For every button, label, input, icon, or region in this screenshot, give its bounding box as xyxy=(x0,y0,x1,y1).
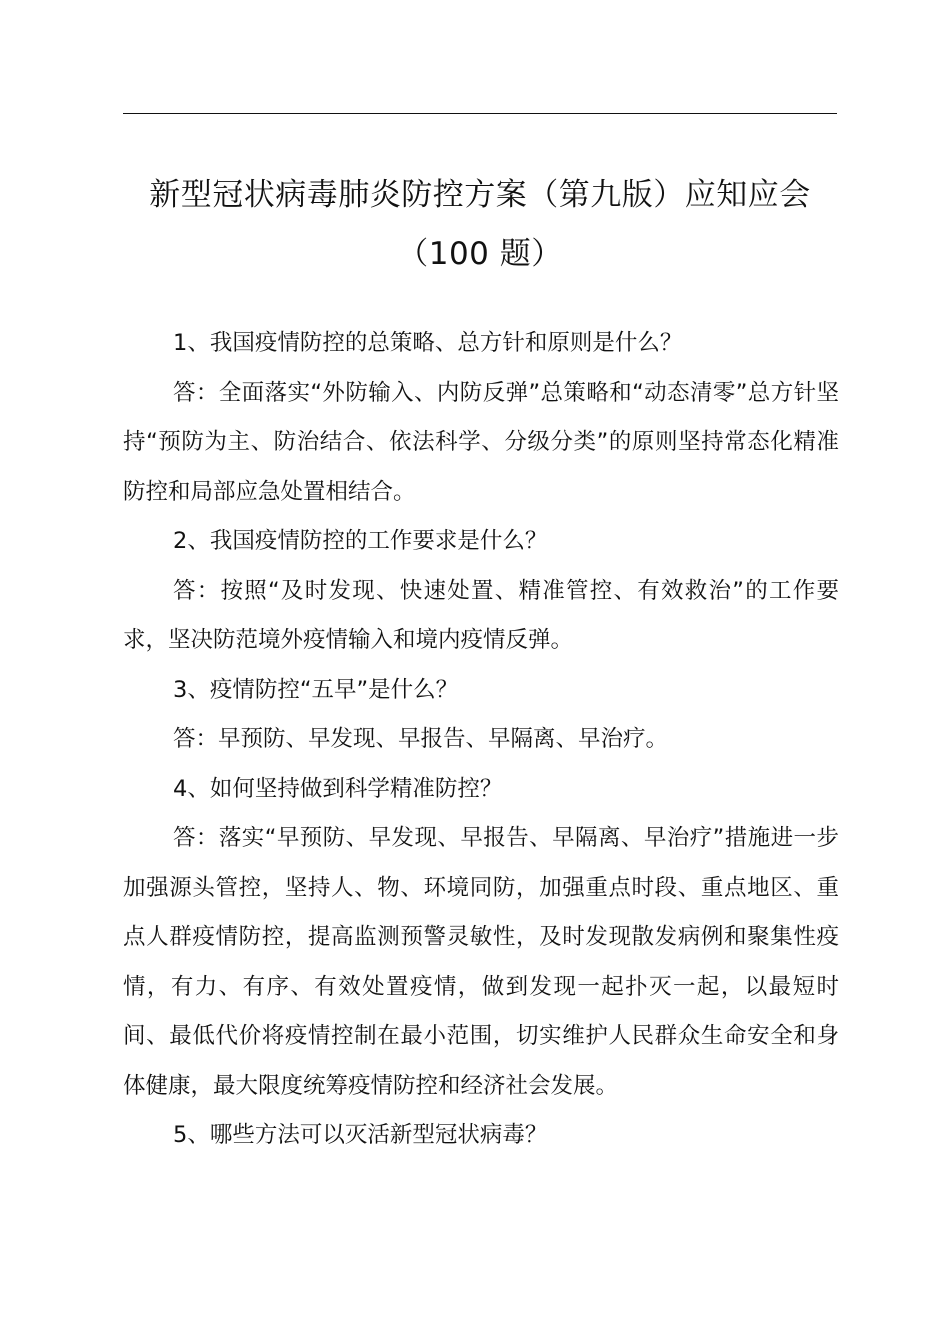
question-4: 4、如何坚持做到科学精准防控？ xyxy=(173,775,503,802)
question-3: 3、疫情防控“五早”是什么？ xyxy=(173,676,459,703)
question-2: 2、我国疫情防控的工作要求是什么？ xyxy=(173,528,548,554)
answer-4: 答：落实“早预防、早发现、早报告、早隔离、早治疗”措施进一步加强源头管控，坚持人、物、环境同防，加强重点时段、重点地区、重点人群疫情防控，提高监测预警灵敏性，及时发现散发病例和聚集性疫情，有力、有序、有效处置疫情，做到发现一起扑灭一起，以最短时间、最低代价将疫情控制在最小范围，切实维护人民群众生命安全和身体健康，最大限度统筹疫情防控和经济社会发展。 xyxy=(123,825,839,1099)
answer-1: 答：全面落实“外防输入、内防反弹”总策略和“动态清零”总方针坚持“预防为主、防治结合、依法科学、分级分类”的原则坚持常态化精准防控和局部应急处置相结合。 xyxy=(123,379,839,505)
header-rule xyxy=(123,113,837,114)
question-5: 5、哪些方法可以灭活新型冠状病毒？ xyxy=(173,1122,548,1148)
answer-2: 答：按照“及时发现、快速处置、精准管控、有效救治”的工作要求，坚决防范境外疫情输入和境内疫情反弹。 xyxy=(123,577,839,653)
document-title: 新型冠状病毒肺炎防控方案（第九版）应知应会（100 题） xyxy=(149,177,811,272)
answer-3: 答：早预防、早发现、早报告、早隔离、早治疗。 xyxy=(173,726,669,752)
document-body xyxy=(123,319,839,1161)
question-1: 1、我国疫情防控的总策略、总方针和原则是什么？ xyxy=(173,330,683,356)
